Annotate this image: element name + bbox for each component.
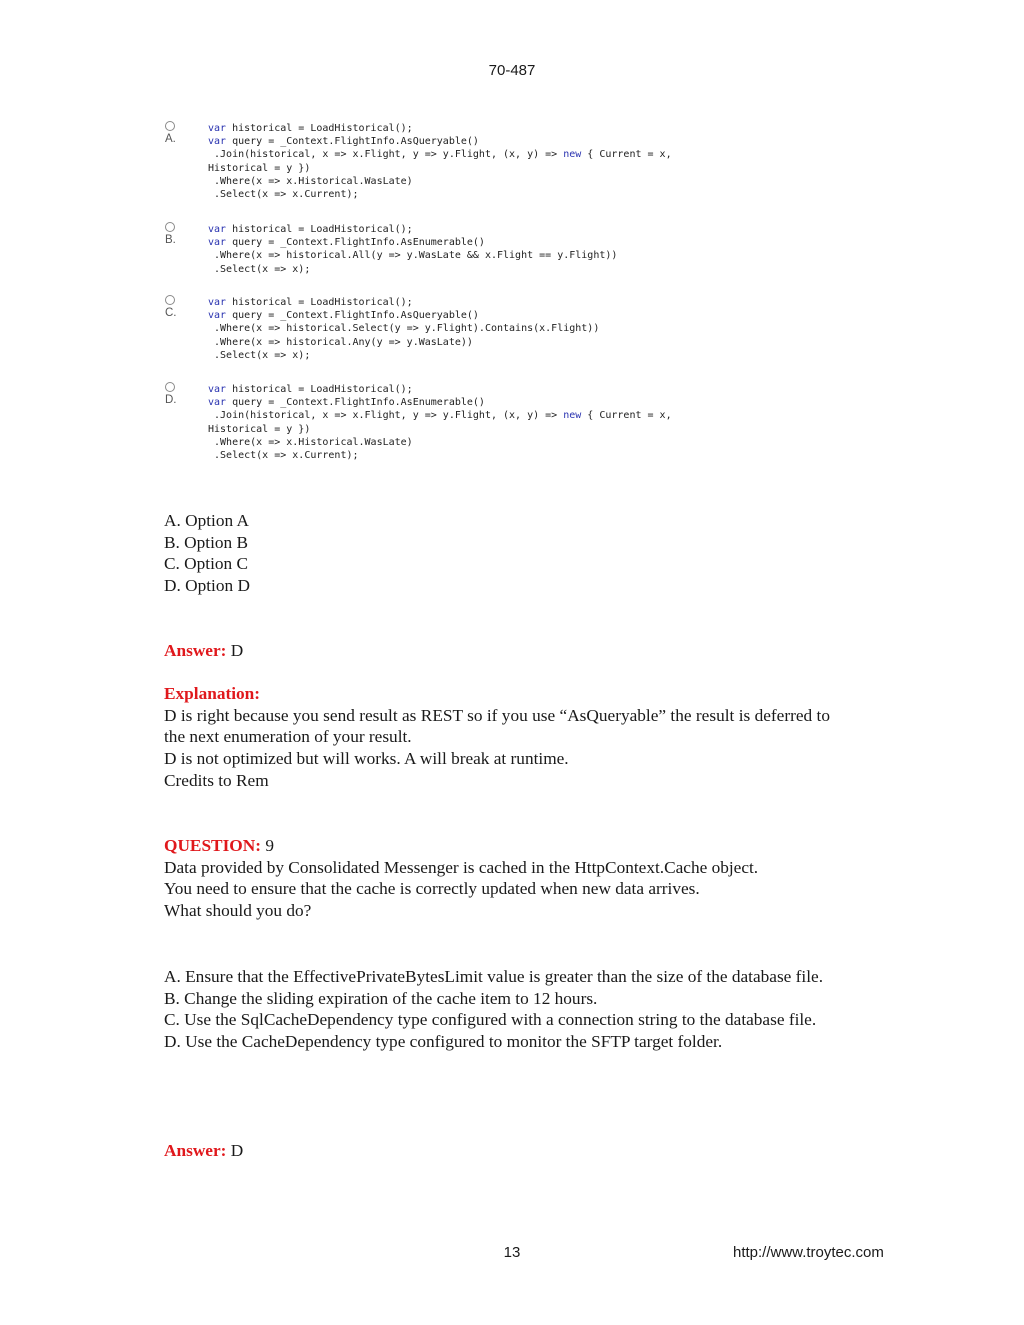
code-line: .Select(x => x); <box>208 349 311 361</box>
code-line: .Select(x => x); <box>208 263 311 275</box>
option-label: D. <box>165 394 177 406</box>
choice-d: D. Option D <box>164 576 250 596</box>
q9-answer <box>164 1140 830 1162</box>
answer-label: Answer: <box>164 1141 227 1160</box>
question-number: 9 <box>265 836 274 855</box>
code-line: var query = _Context.FlightInfo.AsQueryable() <box>208 136 479 148</box>
code-line: .Where(x => historical.Select(y => y.Flight).Contains(x.Flight)) <box>208 323 600 335</box>
code-snippet <box>208 223 617 276</box>
code-line: var historical = LoadHistorical(); <box>208 123 413 134</box>
code-line: .Select(x => x.Current); <box>208 189 359 201</box>
explanation-text-2: D is not optimized but will works. A will break at runtime. <box>164 749 569 769</box>
code-line: var query = _Context.FlightInfo.AsEnumerable() <box>208 397 485 409</box>
code-line: .Join(historical, x => x.Flight, y => y.Flight, (x, y) => new { Current = x, <box>208 149 672 161</box>
choice-b: B. Option B <box>164 532 249 552</box>
choice-a: A. Option A <box>164 511 249 530</box>
answer-value: D <box>230 1141 244 1160</box>
radio-icon[interactable] <box>165 295 175 305</box>
page-number: 13 <box>503 1244 521 1261</box>
code-line: var historical = LoadHistorical(); <box>208 297 413 308</box>
radio-icon[interactable] <box>165 222 175 232</box>
option-label: B. <box>165 234 176 246</box>
code-snippet <box>208 296 599 362</box>
question-text-3: What should you do? <box>164 901 312 921</box>
code-line: var historical = LoadHistorical(); <box>208 224 413 235</box>
q8-answer <box>164 640 830 662</box>
choice-a: A. Ensure that the EffectivePrivateBytesLimit value is greater than the size of the database file. <box>164 967 824 986</box>
code-line: .Select(x => x.Current); <box>208 450 359 462</box>
question-label: QUESTION: <box>164 836 261 855</box>
code-line: var query = _Context.FlightInfo.AsEnumerable() <box>208 237 485 249</box>
q9-stem <box>164 835 830 922</box>
choice-c: C. Option C <box>164 554 249 574</box>
code-line: Historical = y }) <box>208 162 311 174</box>
code-line: .Where(x => historical.Any(y => y.WasLate)) <box>208 336 473 348</box>
q8-choices <box>164 510 830 597</box>
code-line: .Where(x => x.Historical.WasLate) <box>208 436 413 448</box>
question-text-1: Data provided by Consolidated Messenger is cached in the HttpContext.Cache object. <box>164 857 759 877</box>
question-text-2: You need to ensure that the cache is correctly updated when new data arrives. <box>164 879 700 899</box>
answer-label: Answer: <box>164 641 227 660</box>
option-label: C. <box>165 307 177 319</box>
q8-explanation <box>164 683 830 792</box>
code-line: .Join(historical, x => x.Flight, y => y.Flight, (x, y) => new { Current = x, <box>208 410 672 422</box>
explanation-credits: Credits to Rem <box>164 770 269 790</box>
explanation-text-1: D is right because you send result as REST so if you use “AsQueryable” the result is deferred to the next enumeration of your result. <box>164 705 830 747</box>
radio-icon[interactable] <box>165 121 175 131</box>
code-snippet <box>208 383 672 462</box>
q9-choices <box>164 966 830 1053</box>
choice-b: B. Change the sliding expiration of the cache item to 12 hours. <box>164 988 598 1008</box>
choice-c: C. Use the SqlCacheDependency type configured with a connection string to the database file. <box>164 1010 817 1030</box>
code-line: Historical = y }) <box>208 423 311 435</box>
code-line: .Where(x => historical.All(y => y.WasLate && x.Flight == y.Flight)) <box>208 250 618 262</box>
explanation-label: Explanation: <box>164 684 261 703</box>
code-line: .Where(x => x.Historical.WasLate) <box>208 175 413 187</box>
option-label: A. <box>165 133 176 145</box>
footer-url: http://www.troytec.com <box>733 1244 884 1261</box>
choice-d: D. Use the CacheDependency type configured to monitor the SFTP target folder. <box>164 1032 723 1052</box>
radio-icon[interactable] <box>165 382 175 392</box>
page-header-code: 70-487 <box>488 62 536 79</box>
answer-value: D <box>230 641 244 660</box>
code-snippet <box>208 122 672 201</box>
code-line: var historical = LoadHistorical(); <box>208 384 413 395</box>
code-line: var query = _Context.FlightInfo.AsQueryable() <box>208 310 479 322</box>
